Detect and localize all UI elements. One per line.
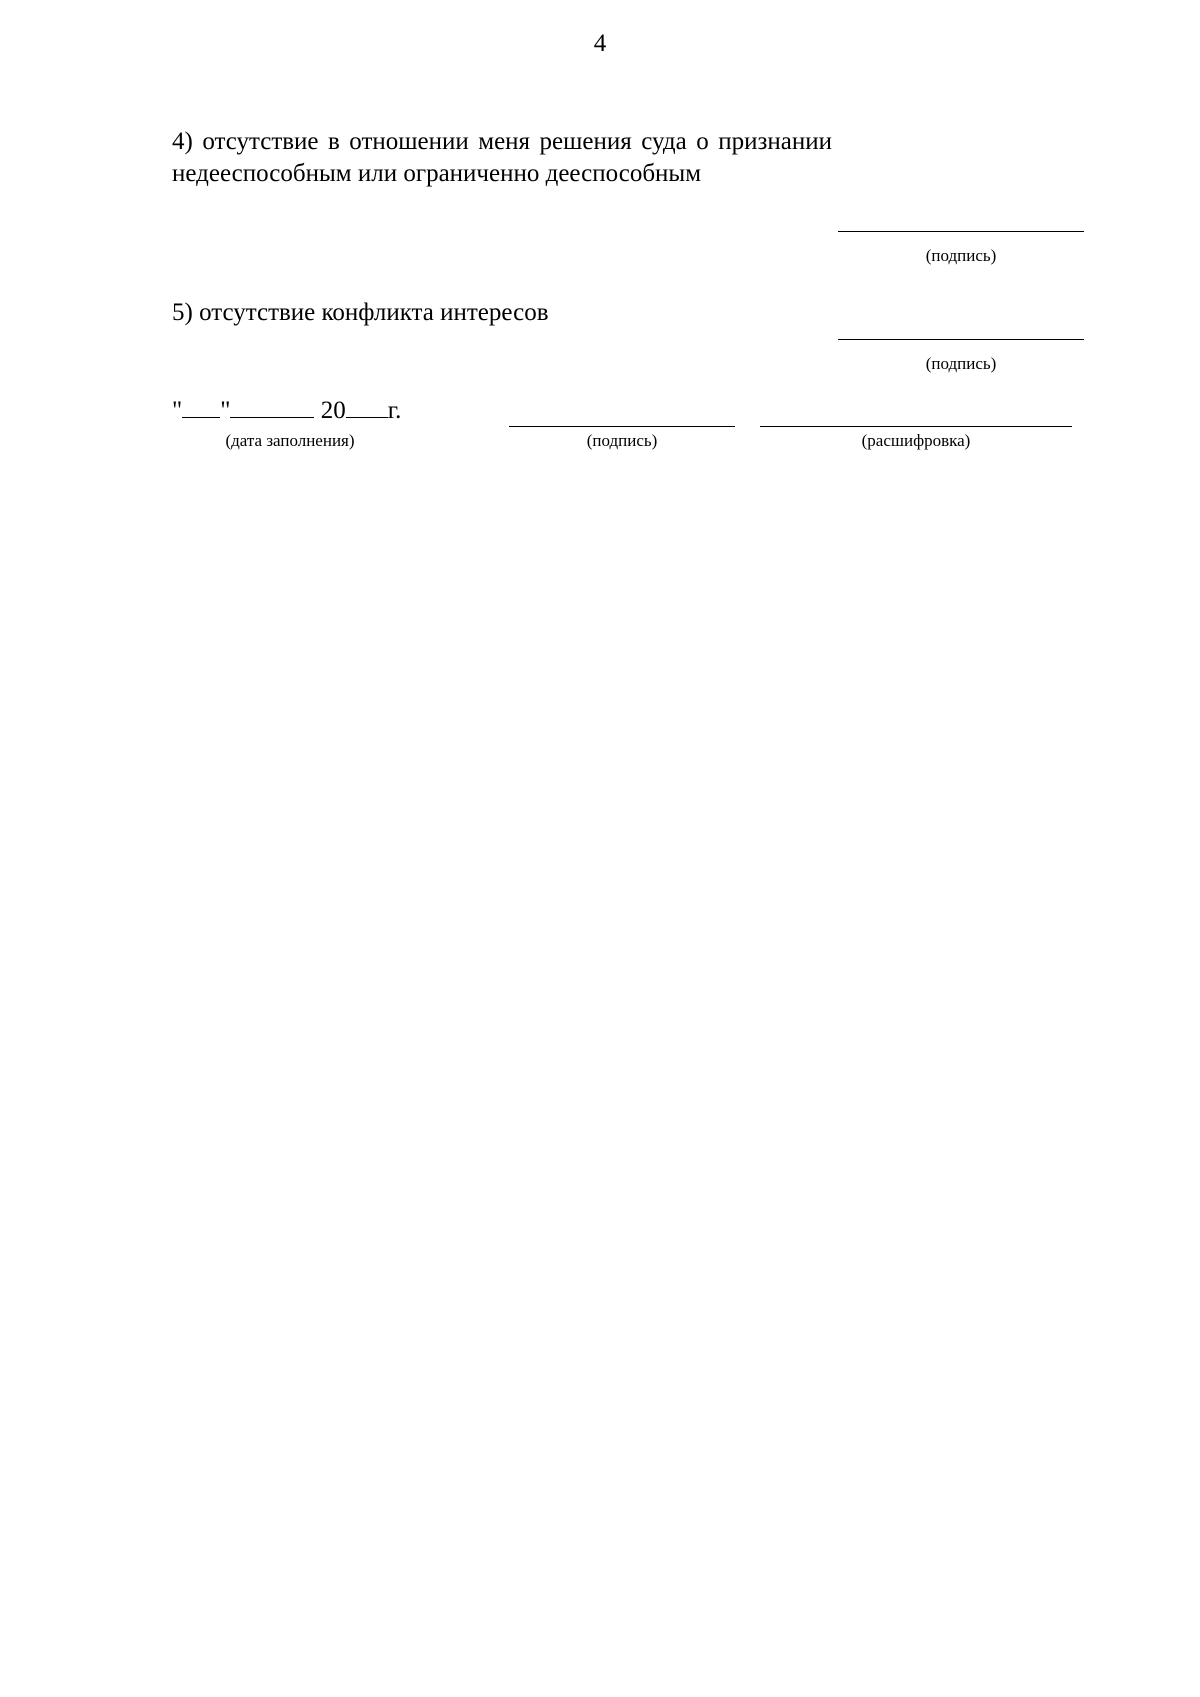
item-5-signature-line[interactable] xyxy=(838,339,1084,340)
quote-open: " xyxy=(172,397,183,424)
decoding-line[interactable] xyxy=(760,426,1072,427)
year-blank[interactable] xyxy=(346,395,388,418)
item-4-signature-caption: (подпись) xyxy=(925,246,997,265)
footer-signature-line[interactable] xyxy=(509,426,735,427)
date-caption: (дата заполнения) xyxy=(225,431,355,450)
month-blank[interactable] xyxy=(230,395,314,418)
item-5-signature-caption: (подпись) xyxy=(925,354,997,373)
date-row xyxy=(172,395,401,426)
item-5-text: 5) отсутствие конфликта интересов xyxy=(172,299,549,326)
year-prefix: 20 xyxy=(320,397,346,424)
quote-close: " xyxy=(220,397,231,424)
page-number: 4 xyxy=(593,30,607,57)
decoding-caption: (расшифровка) xyxy=(861,431,971,450)
item-4-text: 4) отсутствие в отношении меня решения суда о признании недееспособным или ограниченно дееспособным xyxy=(172,128,832,187)
footer-signature-caption: (подпись) xyxy=(586,431,658,450)
item-4-signature-line[interactable] xyxy=(838,231,1084,232)
day-blank[interactable] xyxy=(182,395,220,418)
year-suffix: г. xyxy=(387,397,402,424)
